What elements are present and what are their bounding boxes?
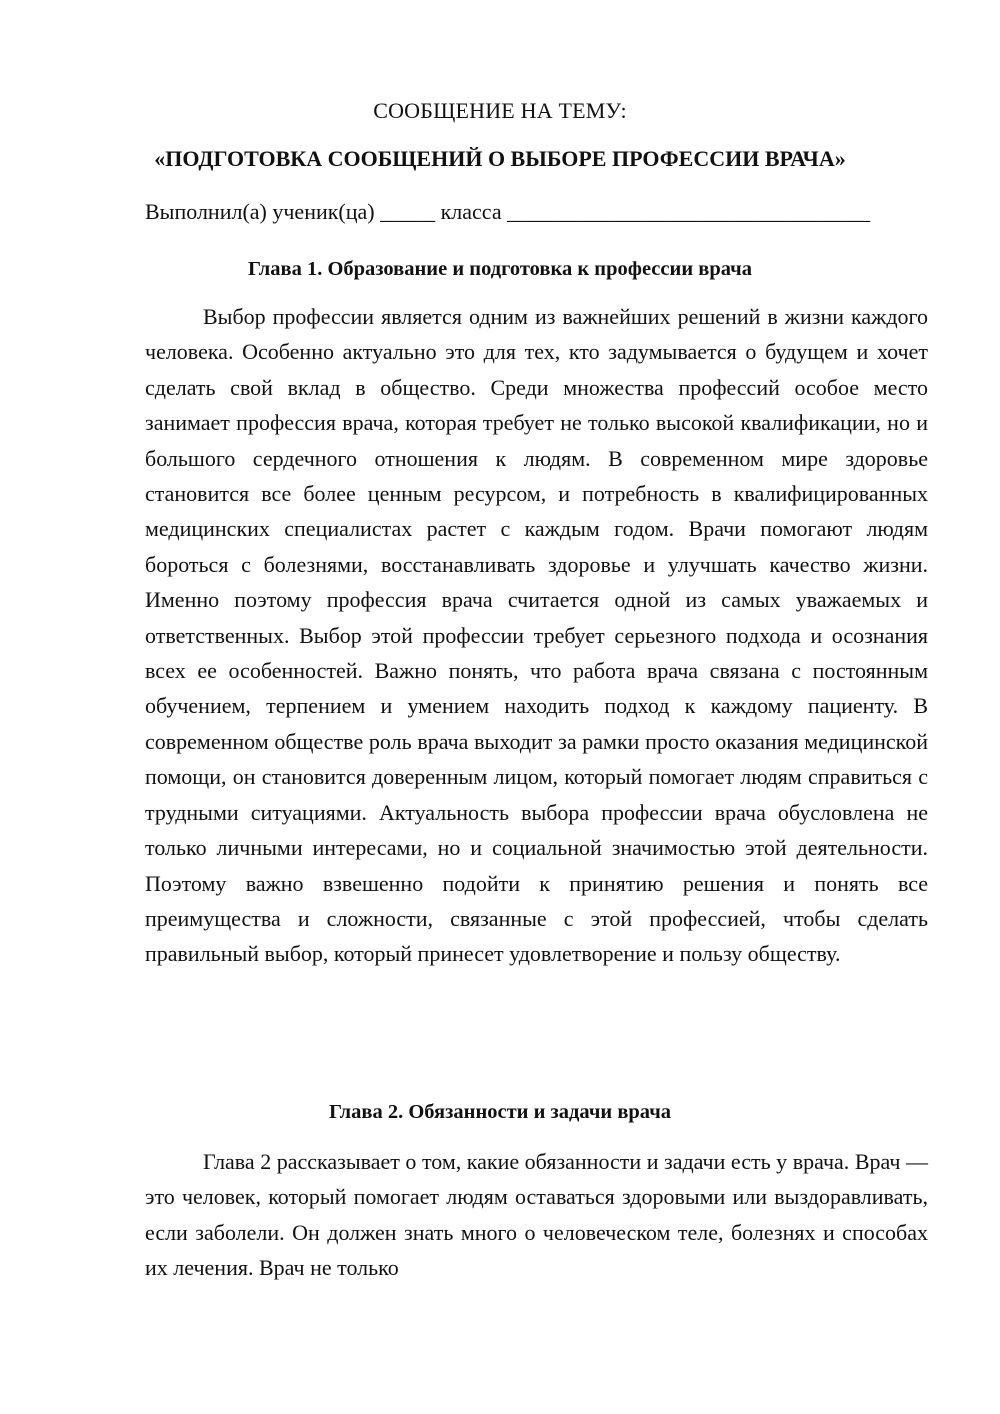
chapter-2-paragraph: Глава 2 рассказывает о том, какие обязанности и задачи есть у врача. Врач — это человек, который помогает людям оставаться здоровыми или выздоравливать, если заболели. Он должен знать много о человеческом теле, болезнях и способах их лечения. Врач не только — [145, 1149, 928, 1281]
document-title: СООБЩЕНИЕ НА ТЕМУ: — [373, 98, 627, 123]
document-topic: «ПОДГОТОВКА СООБЩЕНИЙ О ВЫБОРЕ ПРОФЕССИИ ВРАЧА» — [154, 146, 846, 171]
chapter-2-heading: Глава 2. Обязанности и задачи врача — [328, 1101, 672, 1123]
chapter-1-heading: Глава 1. Образование и подготовка к профессии врача — [248, 258, 752, 280]
author-line: Выполнил(а) ученик(ца) _____ класса _________________________________ — [145, 199, 871, 224]
chapter-1-paragraph: Выбор профессии является одним из важнейших решений в жизни каждого человека. Особенно актуально это для тех, кто задумывается о будущем и хочет сделать свой вклад в общество. Среди множества профессий особое место занимает профессия врача, которая требует не только высокой квалификации, но и большого сердечного отношения к людям. В современном мире здоровье становится все более ценным ресурсом, и потребность в квалифицированных медицинских специалистах растет с каждым годом. Врачи помогают людям бороться с болезнями, восстанавливать здоровье и улучшать качество жизни. Именно поэтому профессия врача считается одной из самых уважаемых и ответственных. Выбор этой профессии требует серьезного подхода и осознания всех ее особенностей. Важно понять, что работа врача связана с постоянным обучением, терпением и умением находить подход к каждому пациенту. В современном обществе роль врача выходит за рамки просто оказания медицинской помощи, он становится доверенным лицом, который помогает людям справиться с трудными ситуациями. Актуальность выбора профессии врача обусловлена не только личными интересами, но и социальной значимостью этой деятельности. Поэтому важно взвешенно подойти к принятию решения и понять все преимущества и сложности, связанные с этой профессией, чтобы сделать правильный выбор, который принесет удовлетворение и пользу обществу. — [145, 304, 928, 967]
